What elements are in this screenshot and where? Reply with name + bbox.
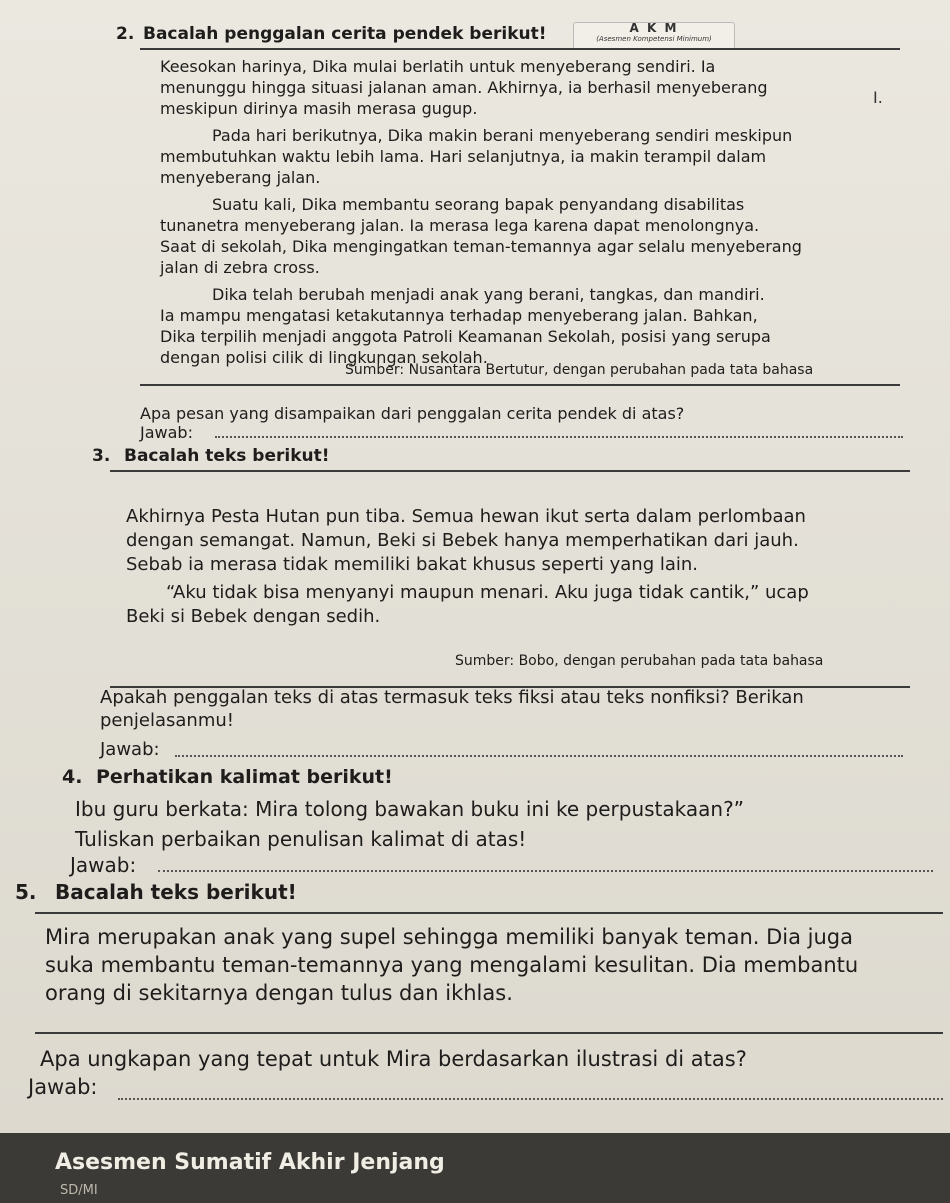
akm-badge: [573, 22, 735, 50]
q2-answer-line[interactable]: [215, 436, 903, 438]
q3-question-line-1: Apakah penggalan teks di atas termasuk teks fiksi atau teks nonfiksi? Berikan: [100, 687, 804, 708]
q5-question: Apa ungkapan yang tepat untuk Mira berdasarkan ilustrasi di atas?: [40, 1047, 747, 1071]
q3-number: 3.: [92, 446, 111, 466]
q4-answer-line[interactable]: [158, 870, 933, 872]
q2-line-10: jalan di zebra cross.: [160, 258, 320, 277]
q4-question: Tuliskan perbaikan penulisan kalimat di atas!: [75, 827, 527, 851]
q5-line-1: Mira merupakan anak yang supel sehingga memiliki banyak teman. Dia juga: [45, 925, 853, 949]
q2-source: Sumber: Nusantara Bertutur, dengan perubahan pada tata bahasa: [345, 362, 814, 378]
q5-answer-line[interactable]: [118, 1098, 943, 1100]
q3-line-1: Akhirnya Pesta Hutan pun tiba. Semua hewan ikut serta dalam perlombaan: [126, 506, 806, 527]
q3-line-2: dengan semangat. Namun, Beki si Bebek hanya memperhatikan dari jauh.: [126, 530, 799, 551]
q3-question-line-2: penjelasanmu!: [100, 710, 234, 731]
q2-answer-label: Jawab:: [140, 423, 193, 442]
q2-line-14: dengan polisi cilik di lingkungan sekolah.: [160, 348, 488, 367]
akm-subtitle: (Asesmen Kompetensi Minimum): [596, 35, 712, 43]
q2-line-12: Ia mampu mengatasi ketakutannya terhadap menyeberang jalan. Bahkan,: [160, 306, 758, 325]
q3-answer-label: Jawab:: [100, 739, 160, 760]
q2-line-3: meskipun dirinya masih merasa gugup.: [160, 99, 478, 118]
q5-answer-label: Jawab:: [28, 1075, 98, 1099]
q5-line-3: orang di sekitarnya dengan tulus dan ikhlas.: [45, 981, 513, 1005]
q2-line-7: Suatu kali, Dika membantu seorang bapak penyandang disabilitas: [212, 195, 745, 214]
margin-roman-numeral: I.: [873, 88, 883, 107]
q5-line-2: suka membantu teman-temannya yang mengalami kesulitan. Dia membantu: [45, 953, 859, 977]
q2-question: Apa pesan yang disampaikan dari penggalan cerita pendek di atas?: [140, 404, 685, 423]
q4-instruction: Perhatikan kalimat berikut!: [96, 766, 393, 788]
akm-title: A K M: [629, 21, 679, 35]
q4-sentence: Ibu guru berkata: Mira tolong bawakan buku ini ke perpustakaan?”: [75, 797, 745, 821]
q2-line-8: tunanetra menyeberang jalan. Ia merasa lega karena dapat menolongnya.: [160, 216, 760, 235]
q2-number: 2.: [116, 24, 135, 44]
q5-number: 5.: [15, 880, 37, 904]
q2-line-13: Dika terpilih menjadi anggota Patroli Keamanan Sekolah, posisi yang serupa: [160, 327, 771, 346]
q3-instruction: Bacalah teks berikut!: [124, 446, 330, 466]
q3-line-4: “Aku tidak bisa menyanyi maupun menari. Aku juga tidak cantik,” ucap: [166, 582, 809, 603]
q2-line-4: Pada hari berikutnya, Dika makin berani menyeberang sendiri meskipun: [212, 126, 793, 145]
q3-source: Sumber: Bobo, dengan perubahan pada tata bahasa: [455, 653, 824, 669]
footer-subtitle: SD/MI: [60, 1183, 98, 1198]
q5-instruction: Bacalah teks berikut!: [55, 880, 297, 904]
q2-line-5: membutuhkan waktu lebih lama. Hari selanjutnya, ia makin terampil dalam: [160, 147, 767, 166]
q2-line-6: menyeberang jalan.: [160, 168, 321, 187]
q2-line-9: Saat di sekolah, Dika mengingatkan teman-temannya agar selalu menyeberang: [160, 237, 802, 256]
q2-instruction: Bacalah penggalan cerita pendek berikut!: [143, 24, 547, 44]
q3-line-3: Sebab ia merasa tidak memiliki bakat khusus seperti yang lain.: [126, 554, 699, 575]
q2-line-1: Keesokan harinya, Dika mulai berlatih untuk menyeberang sendiri. Ia: [160, 57, 716, 76]
q4-answer-label: Jawab:: [70, 853, 137, 877]
q2-line-2: menunggu hingga situasi jalanan aman. Akhirnya, ia berhasil menyeberang: [160, 78, 768, 97]
q4-number: 4.: [62, 766, 83, 788]
footer-title: Asesmen Sumatif Akhir Jenjang: [55, 1150, 445, 1175]
q3-line-5: Beki si Bebek dengan sedih.: [126, 606, 381, 627]
q3-answer-line[interactable]: [175, 755, 903, 757]
q2-line-11: Dika telah berubah menjadi anak yang berani, tangkas, dan mandiri.: [212, 285, 765, 304]
